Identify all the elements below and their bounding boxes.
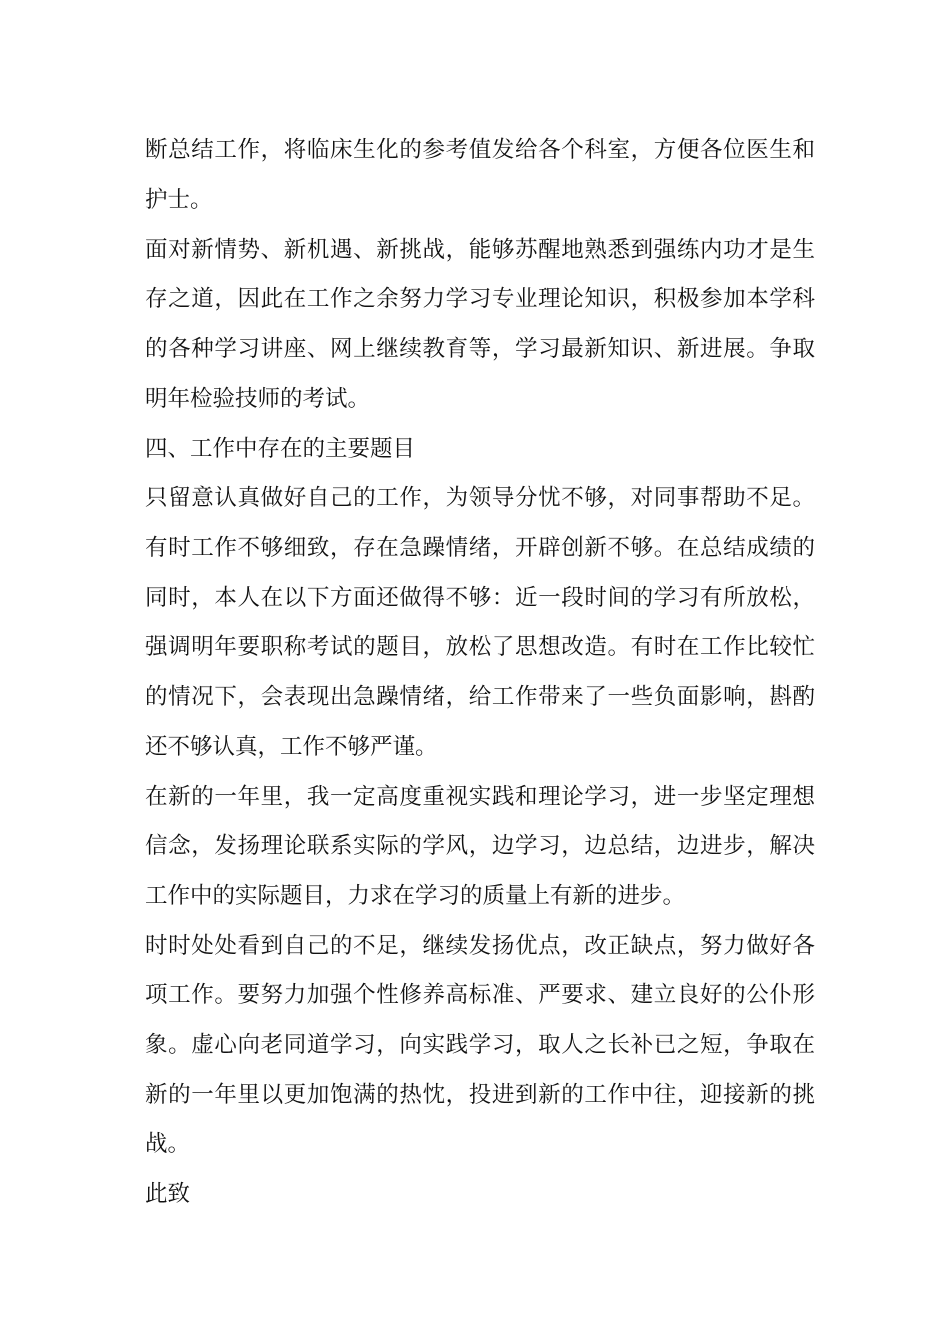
text-line: 时时处处看到自己的不足，继续发扬优点，改正缺点，努力做好各 [145,933,815,959]
text-line: 强调明年要职称考试的题目，放松了思想改造。有时在工作比较忙 [145,634,815,660]
text-line: 信念，发扬理论联系实际的学风，边学习，边总结，边进步，解决 [145,833,815,859]
text-line: 明年检验技师的考试。 [145,386,371,412]
text-line: 同时，本人在以下方面还做得不够：近一段时间的学习有所放松， [145,585,815,611]
text-line: 只留意认真做好自己的工作，为领导分忧不够，对同事帮助不足。 [145,485,815,511]
text-line: 在新的一年里，我一定高度重视实践和理论学习，进一步坚定理想 [145,784,815,810]
text-line: 断总结工作，将临床生化的参考值发给各个科室，方便各位医生和 [145,137,815,163]
text-line: 有时工作不够细致，存在急躁情绪，开辟创新不够。在总结成绩的 [145,535,815,561]
text-line: 面对新情势、新机遇、新挑战，能够苏醒地熟悉到强练内功才是生 [145,237,815,263]
text-line: 战。 [145,1131,191,1157]
text-line: 存之道，因此在工作之余努力学习专业理论知识，积极参加本学科 [145,286,815,312]
text-line: 工作中的实际题目，力求在学习的质量上有新的进步。 [145,883,686,909]
text-line: 新的一年里以更加饱满的热忱，投进到新的工作中往，迎接新的挑 [145,1082,815,1108]
closing-salutation: 此致 [145,1181,191,1207]
text-line: 的各种学习讲座、网上继续教育等，学习最新知识、新进展。争取 [145,336,815,362]
text-line: 的情况下，会表现出急躁情绪，给工作带来了一些负面影响，斟酌 [145,684,815,710]
text-line: 还不够认真，工作不够严谨。 [145,734,438,760]
text-line: 护士。 [145,187,213,213]
text-line: 象。虚心向老同道学习，向实践学习，取人之长补已之短，争取在 [145,1032,815,1058]
text-line: 项工作。要努力加强个性修养高标准、严要求、建立良好的公仆形 [145,982,815,1008]
section-heading: 四、工作中存在的主要题目 [145,436,416,462]
